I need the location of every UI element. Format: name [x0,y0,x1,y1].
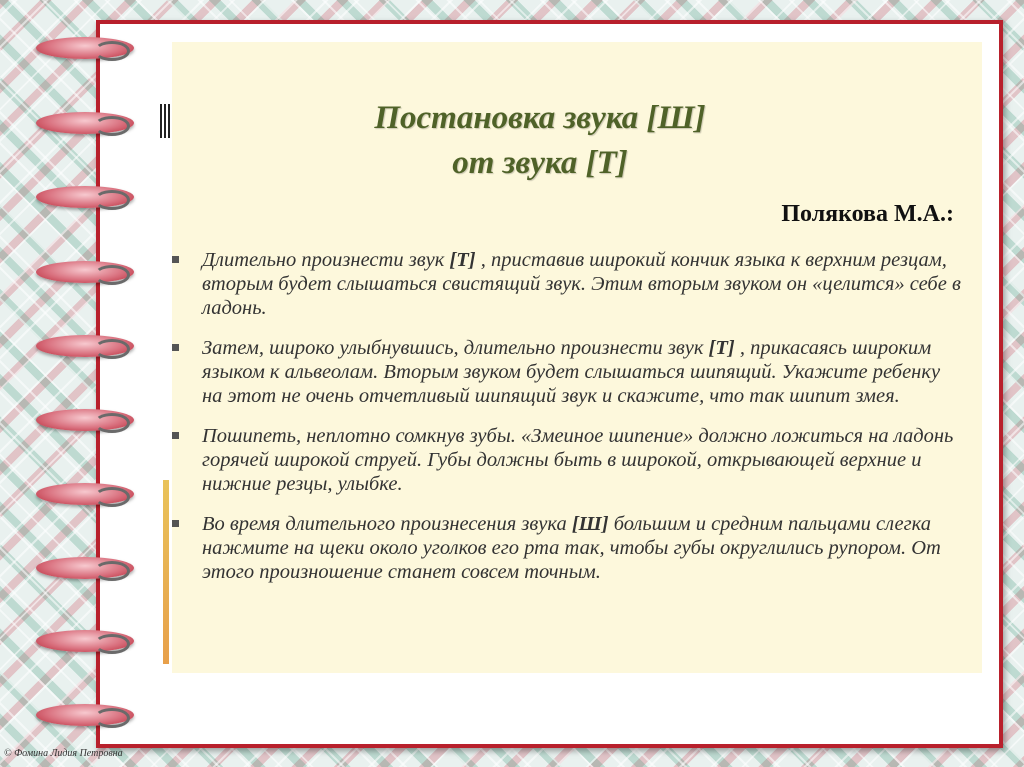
decorative-mark [160,104,170,138]
list-item [172,248,962,320]
list-item [172,336,962,408]
bullet-icon [172,344,179,351]
title-line-2: от звука [Т] [452,145,628,181]
binder-ring [36,335,134,357]
binder-ring [36,483,134,505]
bullet-icon [172,520,179,527]
binder-ring [36,37,134,59]
item-text: Пошипеть, неплотно сомкнув зубы. «Змеиное шипение» должно ложиться на ладонь горячей широкой струей. Губы должны быть в широкой, открывающей верхние и нижние резцы, улыбке. [202,425,954,495]
list-item [172,424,962,496]
binder-ring [36,261,134,283]
instruction-list [172,248,962,600]
copyright-signature: © Фомина Лидия Петровна [4,748,123,759]
binder-ring [36,112,134,134]
item-text: Затем, широко улыбнувшись, длительно произнести звук [202,337,709,359]
binder-ring [36,409,134,431]
binder-ring [36,186,134,208]
bullet-icon [172,256,179,263]
item-text: Длительно произнести звук [202,249,450,271]
binder-ring [36,704,134,726]
slide-title [260,96,820,186]
bullet-icon [172,432,179,439]
list-item [172,512,962,584]
item-text: , приставив широкий кончик языка к верхним резцам, вторым будет слышаться свистящий звук. Этим вторым звуком он «целится» себе в ладонь. [202,249,961,319]
title-line-1: Постановка звука [Ш] [374,100,706,136]
item-text: , прикасаясь широким языком к альвеолам. Вторым звуком будет слышаться шипящий. Укажите ребенку на этот не очень отчетливый шипящий звук и скажите, что так шипит змея. [202,337,941,407]
author: Полякова М.А.: [781,201,954,227]
sound-label: [Т] [708,337,735,359]
item-text: большим и средним пальцами слегка нажмите на щеки около уголков его рта так, чтобы губы округлились рупором. От этого произношение станет совсем точным. [202,513,941,583]
decorative-bar [163,480,169,664]
binder-ring [36,557,134,579]
item-text: Во время длительного произнесения звука [202,513,572,535]
sound-label: [Ш] [571,513,609,535]
binder-ring [36,630,134,652]
sound-label: [Т] [449,249,476,271]
